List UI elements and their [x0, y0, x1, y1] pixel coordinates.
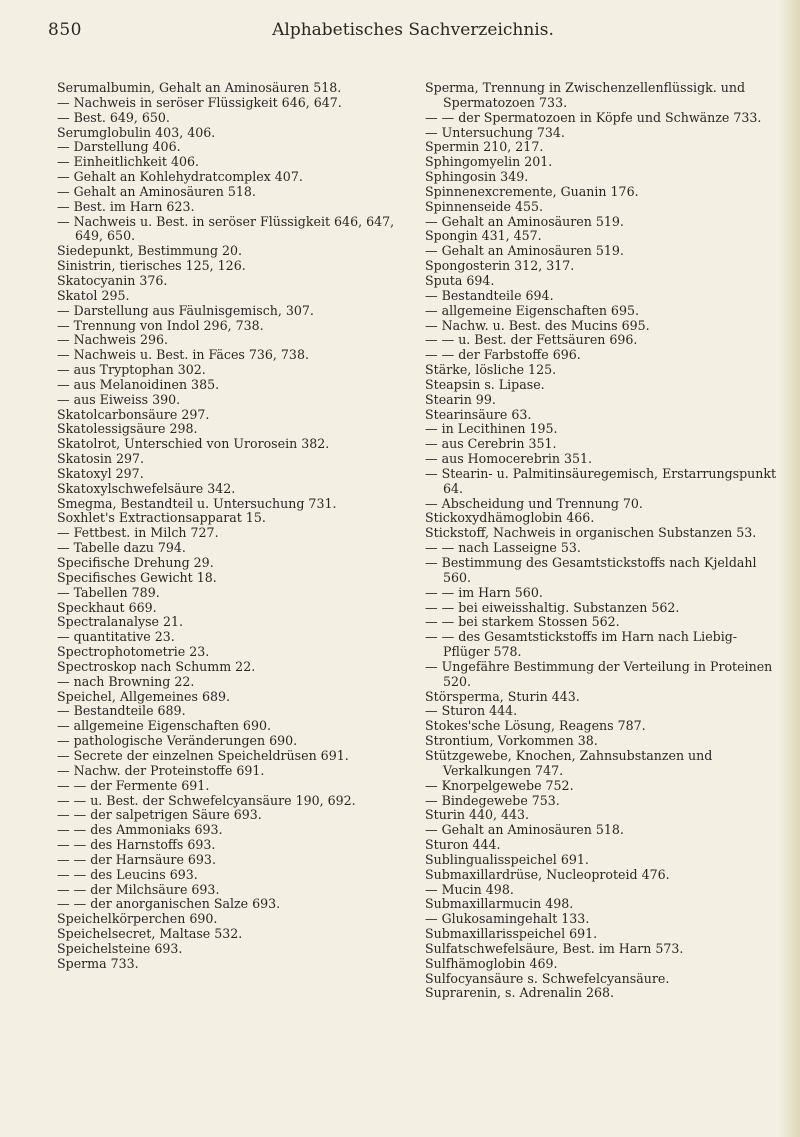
index-entry: — Fettbest. in Milch 727. — [57, 525, 219, 541]
index-entry: — Tabelle dazu 794. — [57, 540, 186, 556]
index-entry: — — der Fermente 691. — [57, 777, 210, 793]
index-entry: — Secrete der einzelnen Speicheldrüsen 691. — [57, 747, 349, 763]
index-entry: — aus Cerebrin 351. — [425, 436, 557, 452]
index-entry: Sublingualisspeichel 691. — [425, 851, 589, 867]
index-entry: — — der salpetrigen Säure 693. — [57, 807, 262, 823]
index-entry: Spectrophotometrie 23. — [57, 644, 210, 660]
index-entry: — Best. 649, 650. — [57, 109, 170, 125]
index-entry: — — nach Lasseigne 53. — [425, 540, 581, 556]
index-entry: Spectroskop nach Schumm 22. — [57, 658, 256, 674]
index-entry: Sphingomyelin 201. — [425, 154, 553, 170]
index-entry: — Gehalt an Aminosäuren 519. — [425, 213, 624, 229]
index-entry: — — bei starkem Stossen 562. — [425, 614, 620, 630]
index-entry: Spectralanalyse 21. — [57, 614, 184, 630]
index-entry: Stearin 99. — [425, 391, 496, 407]
index-entry: — Mucin 498. — [425, 881, 514, 897]
index-entry: Serumalbumin, Gehalt an Aminosäuren 518. — [57, 80, 342, 95]
index-entry: — allgemeine Eigenschaften 690. — [57, 718, 271, 734]
running-title: Alphabetisches Sachverzeichnis. — [272, 20, 554, 40]
index-entry: — — der Harnsäure 693. — [57, 851, 216, 867]
index-entry: Stützgewebe, Knochen, Zahnsubstanzen und Verkalkungen 747. — [425, 747, 713, 778]
index-entry: — Bestandteile 694. — [425, 287, 554, 303]
index-entry: Submaxillardrüse, Nucleoproteid 476. — [425, 866, 670, 882]
index-entry: — Stearin- u. Palmitinsäuregemisch, Erstarrungspunkt 64. — [425, 465, 777, 496]
index-entry: Skatoxylschwefelsäure 342. — [57, 480, 236, 496]
index-entry: — aus Melanoidinen 385. — [57, 376, 220, 392]
page-number: 850 — [48, 20, 82, 40]
index-entry: — Gehalt an Aminosäuren 518. — [57, 183, 256, 199]
index-entry: — — der Spermatozoen in Köpfe und Schwänze 733. — [425, 109, 762, 125]
page-edge-shadow — [778, 0, 800, 1137]
page-header — [48, 20, 778, 50]
index-entry: Skatosin 297. — [57, 451, 145, 467]
index-entry: — pathologische Veränderungen 690. — [57, 733, 298, 749]
index-entry: Sphingosin 349. — [425, 169, 529, 185]
index-entry: — — des Harnstoffs 693. — [57, 837, 216, 853]
index-entry: — — des Ammoniaks 693. — [57, 822, 223, 838]
index-entry: — — des Gesamtstickstoffs im Harn nach Liebig-Pflüger 578. — [425, 629, 738, 660]
index-entry: — Einheitlichkeit 406. — [57, 154, 200, 170]
index-entry: — — der anorganischen Salze 693. — [57, 896, 281, 912]
index-entry: Speichelsecret, Maltase 532. — [57, 926, 243, 942]
index-entry: — Bestimmung des Gesamtstickstoffs nach Kjeldahl 560. — [425, 555, 757, 585]
index-entry: Stickoxydhämoglobin 466. — [425, 510, 595, 526]
index-entry: — nach Browning 22. — [57, 673, 195, 689]
index-column-left — [57, 81, 397, 972]
index-entry: Skatoxyl 297. — [57, 465, 144, 481]
index-entry: — Untersuchung 734. — [425, 124, 565, 140]
index-entry: — Abscheidung und Trennung 70. — [425, 495, 643, 511]
index-entry: — Nachweis 296. — [57, 332, 169, 348]
index-entry: — aus Homocerebrin 351. — [425, 451, 593, 467]
index-entry: Soxhlet's Extractionsapparat 15. — [57, 510, 266, 526]
index-entry: Stickstoff, Nachweis in organischen Substanzen 53. — [425, 525, 757, 541]
index-entry: Serumglobulin 403, 406. — [57, 124, 216, 140]
index-entry: Specifisches Gewicht 18. — [57, 569, 217, 585]
index-entry: Steapsin s. Lipase. — [425, 376, 545, 392]
index-entry: — Nachweis u. Best. in Fäces 736, 738. — [57, 347, 309, 363]
index-column-right — [425, 81, 780, 1001]
index-entry: Sperma 733. — [57, 955, 139, 971]
index-entry: Submaxillarisspeichel 691. — [425, 926, 598, 942]
index-entry: Skatolcarbonsäure 297. — [57, 406, 210, 422]
index-entry: — — bei eiweisshaltig. Substanzen 562. — [425, 599, 680, 615]
index-entry: Skatocyanin 376. — [57, 272, 168, 288]
index-entry: — in Lecithinen 195. — [425, 421, 558, 437]
index-entry: Skatolrot, Unterschied von Urorosein 382. — [57, 436, 330, 452]
index-entry: — Sturon 444. — [425, 703, 518, 719]
index-entry: — Nachw. der Proteinstoffe 691. — [57, 762, 265, 778]
index-entry: — Bindegewebe 753. — [425, 792, 560, 808]
index-entry: — Tabellen 789. — [57, 584, 160, 600]
index-entry: — Gehalt an Aminosäuren 518. — [425, 822, 624, 838]
index-entry: Submaxillarmucin 498. — [425, 896, 574, 912]
index-entry: Smegma, Bestandteil u. Untersuchung 731. — [57, 495, 337, 511]
index-entry: — — im Harn 560. — [425, 584, 543, 600]
index-entry: — Best. im Harn 623. — [57, 198, 195, 214]
index-entry: — — der Milchsäure 693. — [57, 881, 220, 897]
index-entry: Störsperma, Sturin 443. — [425, 688, 580, 704]
index-entry: — Trennung von Indol 296, 738. — [57, 317, 264, 333]
index-entry: — Nachweis u. Best. in seröser Flüssigkeit 646, 647, 649, 650. — [57, 213, 395, 244]
index-entry: — — u. Best. der Schwefelcyansäure 190, 692. — [57, 792, 356, 808]
index-entry: — Darstellung aus Fäulnisgemisch, 307. — [57, 302, 314, 318]
index-entry: Spinnenseide 455. — [425, 198, 544, 214]
index-entry: Stearinsäure 63. — [425, 406, 532, 422]
index-entry: Skatolessigsäure 298. — [57, 421, 198, 437]
index-entry: Sulfocyansäure s. Schwefelcyansäure. — [425, 970, 670, 986]
index-entry: Spongin 431, 457. — [425, 228, 542, 244]
index-entry: Sulfhämoglobin 469. — [425, 955, 558, 971]
index-entry: — quantitative 23. — [57, 629, 175, 645]
index-entry: Sulfatschwefelsäure, Best. im Harn 573. — [425, 940, 684, 956]
index-entry: Siedepunkt, Bestimmung 20. — [57, 243, 243, 259]
index-entry: Skatol 295. — [57, 287, 130, 303]
index-entry: — aus Tryptophan 302. — [57, 362, 206, 378]
index-entry: Sturon 444. — [425, 837, 501, 853]
index-entry: Strontium, Vorkommen 38. — [425, 733, 598, 749]
index-entry: — — der Farbstoffe 696. — [425, 347, 581, 363]
index-entry: Stärke, lösliche 125. — [425, 362, 557, 378]
index-entry: — Ungefähre Bestimmung der Verteilung in Proteinen 520. — [425, 658, 773, 689]
index-entry: Stokes'sche Lösung, Reagens 787. — [425, 718, 646, 734]
index-entry: Sinistrin, tierisches 125, 126. — [57, 258, 246, 274]
index-entry: Suprarenin, s. Adrenalin 268. — [425, 985, 614, 1001]
index-entry: — Glukosamingehalt 133. — [425, 911, 590, 927]
index-entry: — Nachw. u. Best. des Mucins 695. — [425, 317, 650, 333]
index-entry: — Gehalt an Aminosäuren 519. — [425, 243, 624, 259]
index-entry: Spongosterin 312, 317. — [425, 258, 575, 274]
index-entry: — Darstellung 406. — [57, 139, 181, 155]
index-entry: — — u. Best. der Fettsäuren 696. — [425, 332, 638, 348]
index-entry: — Knorpelgewebe 752. — [425, 777, 574, 793]
index-entry: — Gehalt an Kohlehydratcomplex 407. — [57, 169, 303, 185]
index-entry: Sputa 694. — [425, 272, 495, 288]
index-entry: Speichel, Allgemeines 689. — [57, 688, 230, 704]
index-entry: Sperma, Trennung in Zwischenzellenflüssigk. und Spermatozoen 733. — [425, 80, 746, 110]
index-entry: Speichelkörperchen 690. — [57, 911, 218, 927]
index-entry: — aus Eiweiss 390. — [57, 391, 181, 407]
index-entry: Spermin 210, 217. — [425, 139, 544, 155]
index-entry: Spinnenexcremente, Guanin 176. — [425, 183, 639, 199]
index-entry: Sturin 440, 443. — [425, 807, 530, 823]
index-entry: — Nachweis in seröser Flüssigkeit 646, 647. — [57, 94, 342, 110]
index-entry: — Bestandteile 689. — [57, 703, 186, 719]
index-entry: — allgemeine Eigenschaften 695. — [425, 302, 639, 318]
index-entry: — — des Leucins 693. — [57, 866, 198, 882]
index-entry: Speckhaut 669. — [57, 599, 157, 615]
index-entry: Speichelsteine 693. — [57, 940, 183, 956]
index-entry: Specifische Drehung 29. — [57, 555, 214, 570]
